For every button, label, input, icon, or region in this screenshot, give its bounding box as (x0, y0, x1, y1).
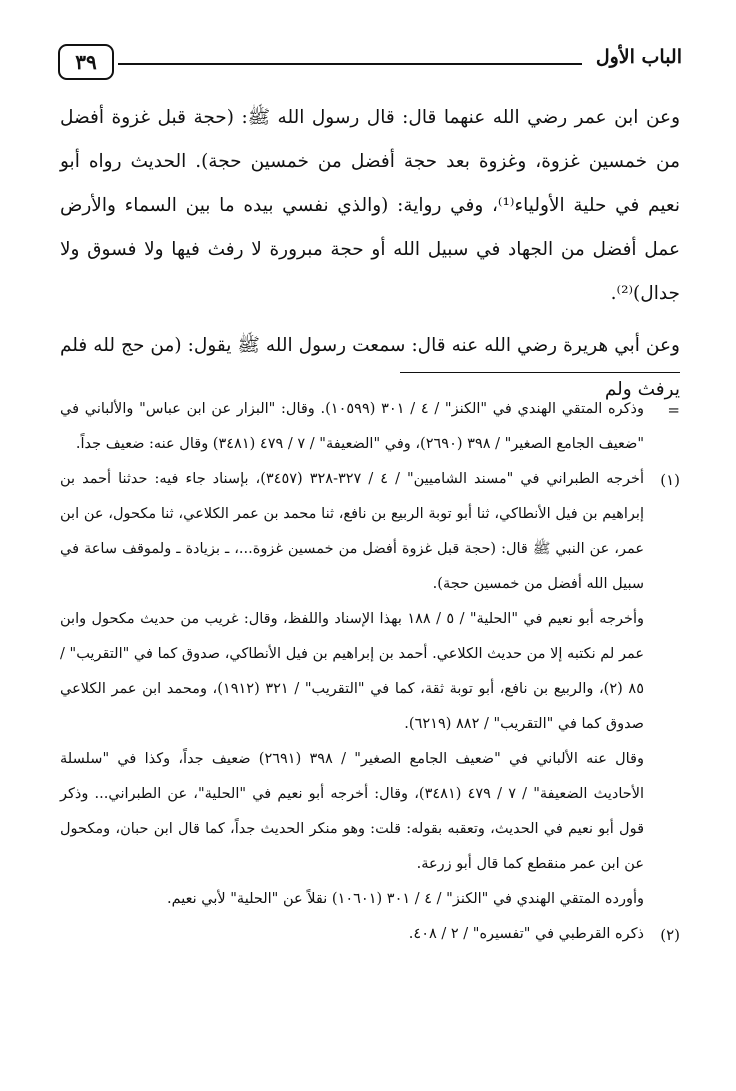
footnote-separator (400, 372, 680, 373)
footnote-paragraph: وقال عنه الألباني في "ضعيف الجامع الصغير" / ٣٩٨ (٢٦٩١) ضعيف جداً، وكذا في "سلسلة الأحاديث الضعيفة" / ٧ / ٤٧٩ (٣٤٨١)، وقال: أخرجه أبو نعيم في "الحلية"، عن الطبراني... وذكر قول أبو نعيم في الحديث، وتعقبه بقوله: قلت: وهو منكر الحديث جداً، كما قال ابن حبان، ومكحول عن ابن عمر منقطع كما قال أبو زرعة. (60, 751, 644, 872)
header-rule (118, 63, 582, 65)
main-paragraph: وعن أبي هريرة رضي الله عنه قال: سمعت رسول الله ﷺ يقول: (من حج لله فلم يرفث ولم (60, 335, 680, 400)
chapter-title: الباب الأول (595, 46, 682, 68)
footnote-paragraph: وذكره المتقي الهندي في "الكنز" / ٤ / ٣٠١ (١٠٥٩٩). وقال: "البزار عن ابن عباس" والألباني في "ضعيف الجامع الصغير" / ٣٩٨ (٢٦٩٠)، وفي "الضعيفة" / ٧ / ٤٧٩ (٣٤٨١) وقال عنه: ضعيف جداً. (60, 401, 644, 452)
footnote-paragraph: وأورده المتقي الهندي في "الكنز" / ٤ / ٣٠١ (١٠٦٠١) نقلاً عن "الحلية" لأبي نعيم. (166, 891, 644, 907)
footnote-continuation (60, 392, 680, 462)
footnote-1 (60, 462, 680, 917)
footnote-2 (60, 917, 680, 952)
footnote-number: (١) (660, 471, 680, 489)
footnote-paragraph: ذكره القرطبي في "تفسيره" / ٢ / ٤٠٨. (408, 926, 644, 942)
page-header (58, 44, 682, 84)
footnote-paragraph: أخرجه الطبراني في "مسند الشاميين" / ٤ / ٣٢٧-٣٢٨ (٣٤٥٧)، بإسناد جاء فيه: حدثنا أحمد بن إبراهيم بن فيل الأنطاكي، ثنا أبو توبة الربيع بن نافع، ثنا محمد بن عمر الكلاعي، ثنا مكحول، عن ابن عمر، عن النبي ﷺ قال: (حجة قبل غزوة أفضل من خمسين غزوة...، ـ بزيادة ـ ولموقف ساعة في سبيل الله أفضل من خمسين حجة). (60, 471, 644, 592)
footnotes (60, 392, 680, 952)
page-number-box (58, 44, 114, 80)
page-number: ٣٩ (75, 50, 97, 74)
main-text (60, 96, 680, 412)
footnote-number: (٢) (660, 926, 680, 944)
main-paragraph: وعن ابن عمر رضي الله عنهما قال: قال رسول الله ﷺ: (حجة قبل غزوة أفضل من خمسين غزوة، وغزوة بعد حجة أفضل من خمسين حجة). الحديث رواه أبو نعيم في حلية الأولياء⁽¹⁾، وفي رواية: (والذي نفسي بيده ما بين السماء والأرض عمل أفضل من الجهاد في سبيل الله أو حجة مبرورة لا رفث فيها ولا فسوق ولا جدال)⁽²⁾. (60, 107, 680, 304)
footnote-paragraph: وأخرجه أبو نعيم في "الحلية" / ٥ / ١٨٨ بهذا الإسناد واللفظ، وقال: غريب من حديث مكحول وابن عمر لم نكتبه إلا من حديث الكلاعي. أحمد بن إبراهيم بن فيل الأنطاكي، صدوق كما في "التقريب" / ٨٥ (٢)، والربيع بن نافع، أبو توبة ثقة، كما في "التقريب" / ٣٢١ (١٩١٢)، ومحمد ابن عمر الكلاعي صدوق كما في "التقريب" / ٨٨٢ (٦٢١٩). (60, 611, 644, 732)
footnote-marker: = (667, 401, 680, 419)
